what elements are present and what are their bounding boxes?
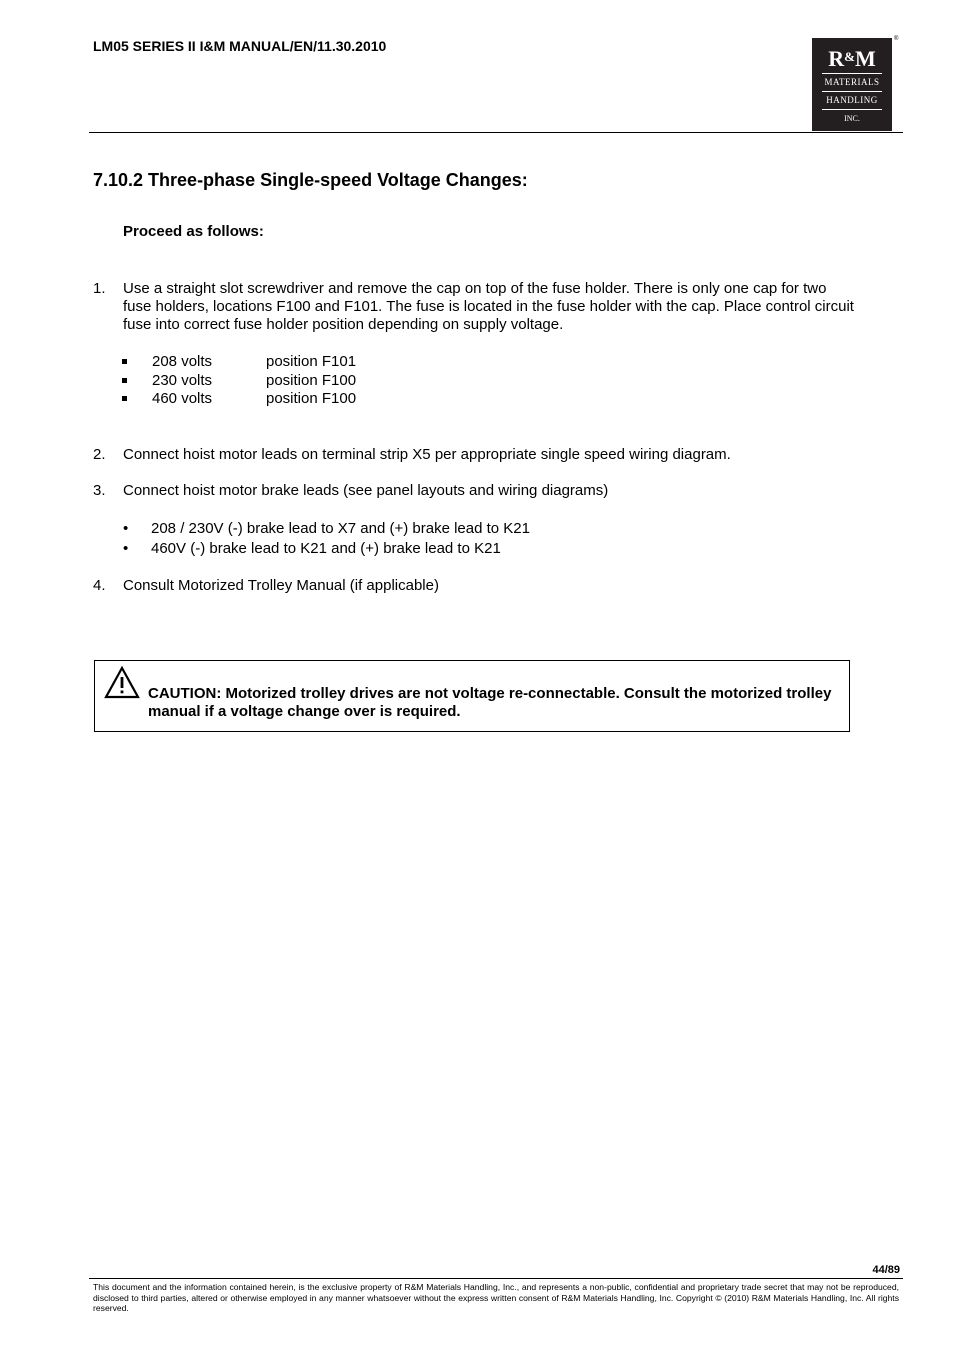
step-text: Consult Motorized Trolley Manual (if applicable) [123, 577, 439, 594]
section-subheading: Proceed as follows: [123, 223, 264, 240]
logo-divider [822, 91, 882, 92]
fuse-position: position F100 [266, 372, 357, 389]
fuse-voltage: 230 volts [152, 372, 213, 389]
step-text: Connect hoist motor leads on terminal strip X5 per appropriate single speed wiring diagram. [123, 446, 731, 463]
warning-triangle-icon [104, 666, 140, 699]
fuse-voltage: 460 volts [152, 390, 213, 407]
logo-line-handling: HANDLING [826, 95, 878, 105]
bullet: • [123, 540, 129, 557]
logo-divider [822, 109, 882, 110]
brake-lead-item: 208 / 230V (-) brake lead to X7 and (+) brake lead to K21 [151, 520, 530, 537]
logo-divider [822, 73, 882, 74]
step-number: 1. [93, 280, 106, 297]
footer-legal-notice: This document and the information contained herein, is the exclusive property of R&M Materials Handling, Inc., and represents a non-public, confidential and proprietary trade secret that may not be reproduced, disclosed to third parties, altered or otherwise employed in any manner whatsoever without the express written consent of R&M Materials Handling, Inc. Copyright © (2010) R&M Materials Handling, Inc. All rights reserved. [93, 1282, 899, 1314]
bullet: • [123, 520, 129, 537]
step-number: 3. [93, 482, 106, 499]
logo-wordmark: R&M [828, 46, 876, 71]
caution-text: CAUTION: Motorized trolley drives are not voltage re-connectable. Consult the motorized trolley manual if a voltage change over is required. [148, 685, 832, 720]
section-title: 7.10.2 Three-phase Single-speed Voltage Changes: [93, 170, 528, 190]
fuse-voltage: 208 volts [152, 353, 213, 370]
logo-line-materials: MATERIALS [824, 77, 880, 87]
step-text: Use a straight slot screwdriver and remove the cap on top of the fuse holder. There is only one cap for two fuse holders, locations F100 and F101. The fuse is located in the fuse holder with the cap. Place control circuit fuse into correct fuse holder position depending on supply voltage. [123, 280, 854, 333]
brake-lead-item: 460V (-) brake lead to K21 and (+) brake lead to K21 [151, 540, 501, 557]
page-number: 44/89 [872, 1264, 900, 1276]
company-logo [812, 38, 892, 131]
fuse-position: position F100 [266, 390, 357, 407]
square-bullet [122, 378, 127, 383]
header-divider [89, 132, 903, 133]
document-header-title: LM05 SERIES II I&M MANUAL/EN/11.30.2010 [93, 38, 387, 54]
registered-mark: ® [894, 36, 899, 42]
step-number: 2. [93, 446, 106, 463]
fuse-position: position F101 [266, 353, 357, 370]
footer-divider [89, 1278, 903, 1279]
step-text: Connect hoist motor brake leads (see panel layouts and wiring diagrams) [123, 482, 609, 499]
logo-line-inc: INC. [844, 114, 860, 123]
step-number: 4. [93, 577, 106, 594]
square-bullet [122, 359, 127, 364]
square-bullet [122, 396, 127, 401]
